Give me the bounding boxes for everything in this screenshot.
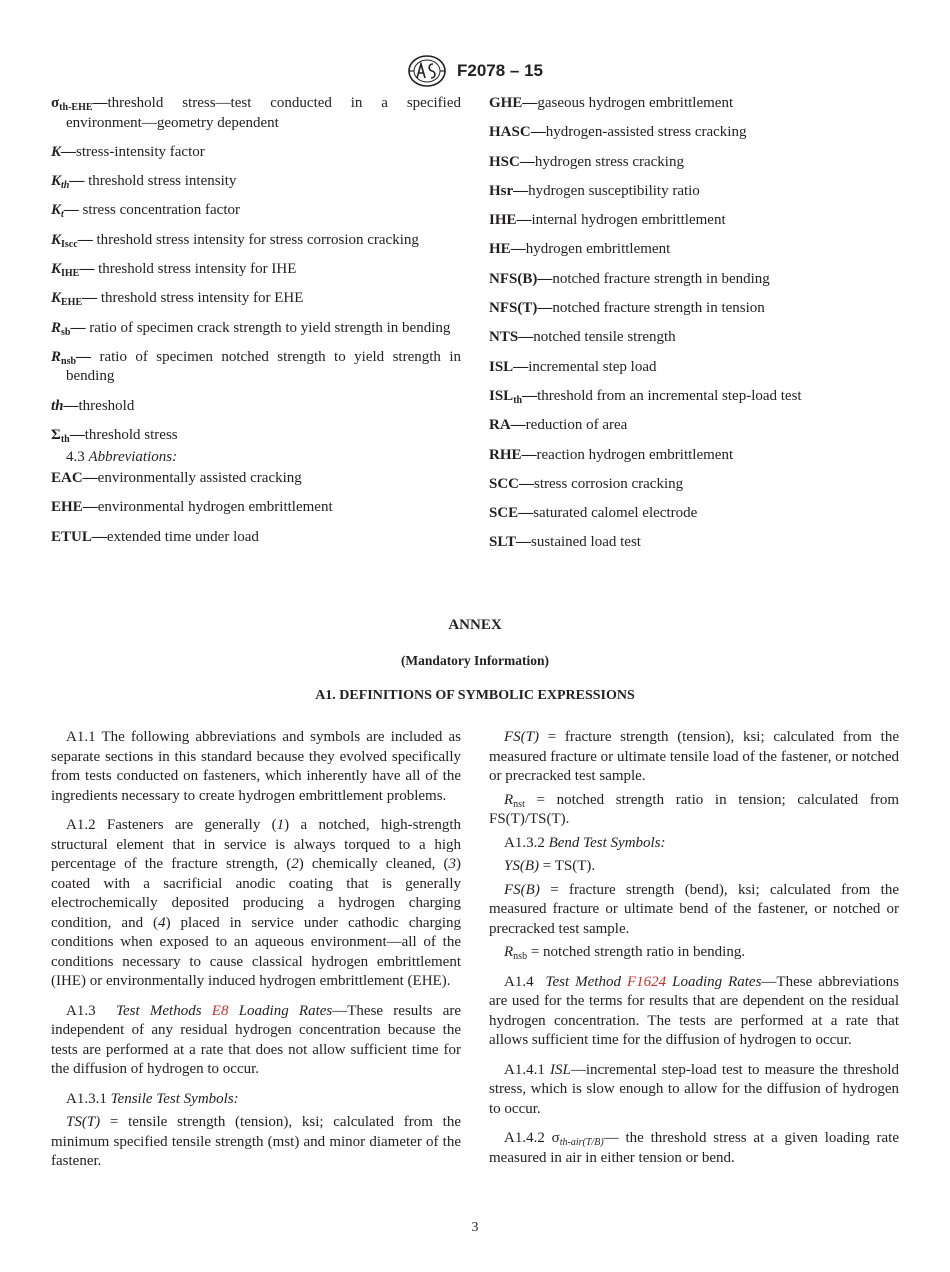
abbrev-slt: SLT—sustained load test: [489, 534, 641, 551]
def-k-th: $K_{th}—$ threshold stress intensity: [51, 173, 237, 192]
abbrev-eac: EAC—environmentally assisted cracking: [51, 469, 302, 486]
right-abbreviations: [489, 94, 899, 563]
abbrev-nfs-t: NFS(T)—notched fracture strength in tension: [489, 300, 765, 317]
annex-right-column: [489, 728, 899, 1178]
annex-title: ANNEX: [448, 617, 502, 633]
para-a1-3-2: A1.3.2 Bend Test Symbols:: [504, 834, 666, 851]
para-a1-3-1: A1.3.1 Tensile Test Symbols:: [66, 1090, 239, 1107]
para-a1-4-2: A1.4.2 $\sigma_{th-air(T/B)}—$ the threshold stress at a given loading rate measured in air in either tension or bend.: [489, 1130, 900, 1166]
abbrev-ghe: GHE—gaseous hydrogen embrittlement: [489, 95, 734, 111]
para-a1-4-1: A1.4.1 ISL—incremental step-load test to measure the threshold stress, which is slow enough to allow for the diffusion of hydrogen to occur.: [489, 1061, 900, 1117]
def-th: th—threshold: [51, 397, 135, 414]
para-fs-t: FS(T) = fracture strength (tension), ksi; calculated from the measured fracture or ultimate tensile load of the fastener, or notched or precracked test sample.: [489, 729, 899, 784]
left-definitions: [51, 94, 461, 557]
def-k-iscc: $K_{Iscc}—$ threshold stress intensity for stress corrosion cracking: [51, 231, 419, 250]
para-a1-3: A1.3 Test Methods E8 Loading Rates—These results are independent of any residual hydrogen concentration because the tests are performed at a rate that does not allow sufficient time for the diffusion of hydrogen to occur.: [51, 1002, 462, 1077]
para-ts-t: TS(T) = tensile strength (tension), ksi; calculated from the minimum specified tensile strength (mst) and minor diameter of the fastener.: [51, 1114, 461, 1169]
annex-subtitle: (Mandatory Information): [400, 653, 550, 668]
para-r-nsb: $R_{nsb}$ = notched strength ratio in bending.: [504, 944, 746, 962]
abbrev-ehe: EHE—environmental hydrogen embrittlement: [51, 499, 333, 516]
link-e8[interactable]: E8: [211, 1002, 229, 1019]
abbrev-hasc: HASC—hydrogen-assisted stress cracking: [489, 124, 747, 141]
def-r-sb: $R_{sb}—$ ratio of specimen crack strength to yield strength in bending: [51, 319, 451, 338]
abbrev-etul: ETUL—extended time under load: [51, 528, 259, 545]
def-r-nsb: $R_{nsb}—$ ratio of specimen notched strength to yield strength in bending: [51, 348, 461, 385]
abbrev-hsr: Hsr—hydrogen susceptibility ratio: [489, 182, 700, 199]
para-a1-2: A1.2 Fasteners are generally (1) a notched, high-strength structural element that in service is always torqued to a high percentage of the fracture strength, (2) chemically cleaned, (3) coated with a sacrificial anodic coating that is generally electrochemically deposited producing a hydrogen charging condition, and (4) placed in service under cathodic charging conditions when exposed to an aqueous environment—all of the conditions necessary to cause classical hydrogen embrittlement (IHE) or environmentally induced hydrogen embrittlement (EHE).: [51, 817, 462, 989]
abbrev-sce: SCE—saturated calomel electrode: [489, 505, 698, 522]
page-number: 3: [471, 1220, 479, 1235]
para-ys-b: YS(B) = TS(T).: [504, 858, 596, 874]
abbrev-scc: SCC—stress corrosion cracking: [489, 475, 684, 492]
page-header: [0, 54, 950, 88]
abbrev-ra: RA—reduction of area: [489, 417, 628, 434]
def-k-ehe: $K_{EHE}—$ threshold stress intensity for EHE: [51, 290, 304, 309]
def-sigma-th: $\Sigma_{th}—threshold$ stress: [51, 426, 178, 445]
abbrev-hsc: HSC—hydrogen stress cracking: [489, 153, 684, 170]
abbrev-rhe: RHE—reaction hydrogen embrittlement: [489, 446, 734, 463]
para-a1-1: A1.1 The following abbreviations and symbols are included as separate sections in this standard because they evolved specifically from tests conducted on fasteners, which inherently have all of the ingredients necessary to create hydrogen embrittlement problems.: [51, 729, 461, 804]
abbrev-nfs-b: NFS(B)—notched fracture strength in bending: [489, 270, 770, 287]
astm-logo-icon: [407, 54, 447, 88]
document-code: F2078 – 15: [456, 61, 543, 80]
def-k: K—stress-intensity factor: [51, 143, 205, 160]
def-k-ihe: $K_{IHE}—$ threshold stress intensity for IHE: [51, 260, 297, 279]
abbrev-ihe: IHE—internal hydrogen embrittlement: [489, 212, 726, 229]
abbrev-he: HE—hydrogen embrittlement: [489, 241, 671, 258]
def-k-t: $K_t—$ stress concentration factor: [51, 202, 240, 221]
annex-section-title: A1. DEFINITIONS OF SYMBOLIC EXPRESSIONS: [315, 688, 635, 703]
abbrev-isl-th: $ISL_{th}—threshold$ from an incremental step-load test: [489, 387, 802, 406]
abbrev-nts: NTS—notched tensile strength: [489, 329, 676, 346]
link-f1624[interactable]: F1624: [626, 973, 667, 990]
annex-left-column: [51, 728, 461, 1182]
abbrev-isl: ISL—incremental step load: [489, 358, 657, 375]
para-fs-b: FS(B) = fracture strength (bend), ksi; calculated from the measured fracture or ultimate bend of the fastener, or notched or precracked test sample.: [489, 881, 899, 937]
para-r-nst: $R_{nst}$ = notched strength ratio in tension; calculated from FS(T)/TS(T).: [489, 791, 899, 827]
para-a1-4: A1.4 Test Method F1624 Loading Rates—These abbreviations are used for the terms for results that are dependent on the residual hydrogen concentration. The tests are performed at a rate that allows sufficient time for the diffusion of hydrogen to occur.: [489, 973, 900, 1048]
abbreviations-heading: 4.3 Abbreviations:: [66, 449, 178, 466]
def-sigma-th-ehe: $\sigma_{th-EHE}—threshold$ stress—test conducted in a specified environment—geometry dependent: [51, 95, 461, 131]
